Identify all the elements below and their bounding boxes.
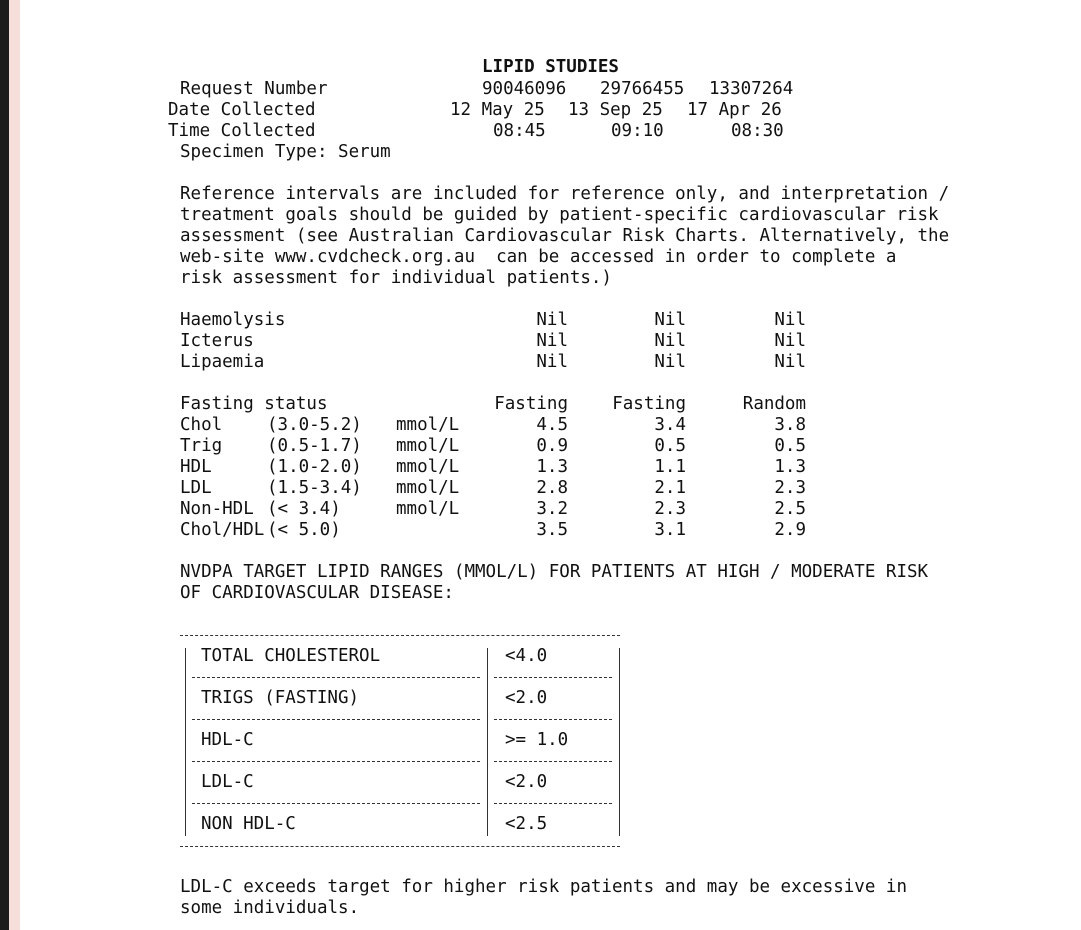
- request-number-col3: 13307264: [709, 79, 794, 99]
- left-margin-stripe: [9, 0, 20, 930]
- note-line: web-site www.cvdcheck.org.au can be accessed in order to complete a: [180, 247, 897, 267]
- date-collected-col2: 13 Sep 25: [568, 100, 663, 120]
- result-value: 2.8: [536, 478, 568, 498]
- result-range: (0.5-1.7): [267, 436, 362, 456]
- fasting-status-value: Fasting: [612, 394, 686, 414]
- specimen-type: Specimen Type: Serum: [180, 142, 391, 162]
- result-name: Trig: [180, 436, 223, 456]
- result-value: 2.3: [654, 499, 686, 519]
- quality-value: Nil: [774, 352, 806, 372]
- date-collected-col1: 12 May 25: [450, 100, 545, 120]
- target-name: LDL-C: [201, 772, 254, 792]
- footer-comment: some individuals.: [180, 898, 360, 918]
- note-line: risk assessment for individual patients.): [180, 268, 612, 288]
- row-separator: [494, 803, 612, 804]
- fasting-status-value: Fasting: [494, 394, 568, 414]
- quality-value: Nil: [654, 310, 686, 330]
- result-value: 3.8: [774, 415, 806, 435]
- result-value: 3.1: [654, 520, 686, 540]
- result-range: (< 3.4): [267, 499, 341, 519]
- result-value: 1.3: [774, 457, 806, 477]
- quality-name: Lipaemia: [180, 352, 265, 372]
- result-value: 3.2: [536, 499, 568, 519]
- result-range: (1.5-3.4): [267, 478, 362, 498]
- result-name: Chol/HDL: [180, 520, 265, 540]
- target-value: <2.0: [505, 688, 548, 708]
- result-value: 0.5: [774, 436, 806, 456]
- quality-value: Nil: [774, 310, 806, 330]
- row-separator: [192, 761, 480, 762]
- quality-value: Nil: [774, 331, 806, 351]
- time-collected-col2: 09:10: [611, 121, 664, 141]
- note-line: Reference intervals are included for reference only, and interpretation /: [180, 184, 950, 204]
- target-name: HDL-C: [201, 730, 254, 750]
- result-name: HDL: [180, 457, 212, 477]
- result-name: Non-HDL: [180, 499, 254, 519]
- quality-value: Nil: [654, 331, 686, 351]
- result-unit: mmol/L: [396, 478, 460, 498]
- target-name: TRIGS (FASTING): [201, 688, 360, 708]
- row-separator: [494, 677, 612, 678]
- row-separator: [494, 719, 612, 720]
- targets-heading: NVDPA TARGET LIPID RANGES (MMOL/L) FOR PATIENTS AT HIGH / MODERATE RISK: [180, 562, 929, 582]
- time-collected-col1: 08:45: [493, 121, 546, 141]
- left-edge-bar: [0, 0, 9, 930]
- result-value: 2.5: [774, 499, 806, 519]
- target-name: TOTAL CHOLESTEROL: [201, 646, 381, 666]
- request-number-col1: 90046096: [482, 79, 567, 99]
- target-value: <2.0: [505, 772, 548, 792]
- table-right-border: [619, 648, 620, 836]
- row-separator: [192, 719, 480, 720]
- result-value: 2.1: [654, 478, 686, 498]
- date-collected-label: Date Collected: [168, 100, 316, 120]
- table-left-border: [185, 648, 186, 836]
- result-name: LDL: [180, 478, 212, 498]
- date-collected-col3: 17 Apr 26: [687, 100, 782, 120]
- result-value: 3.5: [536, 520, 568, 540]
- result-range: (3.0-5.2): [267, 415, 362, 435]
- row-separator: [192, 677, 480, 678]
- targets-heading: OF CARDIOVASCULAR DISEASE:: [180, 583, 454, 603]
- quality-value: Nil: [654, 352, 686, 372]
- fasting-status-label: Fasting status: [180, 394, 328, 414]
- target-name: NON HDL-C: [201, 814, 296, 834]
- result-value: 2.9: [774, 520, 806, 540]
- target-value: <4.0: [505, 646, 548, 666]
- table-top-rule: [180, 635, 620, 636]
- quality-name: Icterus: [180, 331, 254, 351]
- table-bottom-rule: [180, 846, 620, 847]
- report-title: LIPID STUDIES: [482, 57, 619, 77]
- quality-value: Nil: [536, 331, 568, 351]
- result-value: 3.4: [654, 415, 686, 435]
- target-value: >= 1.0: [505, 730, 569, 750]
- result-value: 2.3: [774, 478, 806, 498]
- target-value: <2.5: [505, 814, 548, 834]
- result-value: 1.3: [536, 457, 568, 477]
- quality-name: Haemolysis: [180, 310, 286, 330]
- time-collected-col3: 08:30: [731, 121, 784, 141]
- request-number-label: Request Number: [180, 79, 328, 99]
- quality-value: Nil: [536, 352, 568, 372]
- result-value: 0.5: [654, 436, 686, 456]
- result-unit: mmol/L: [396, 436, 460, 456]
- fasting-status-value: Random: [742, 394, 806, 414]
- note-line: assessment (see Australian Cardiovascular Risk Charts. Alternatively, the: [180, 226, 950, 246]
- quality-value: Nil: [536, 310, 568, 330]
- result-unit: mmol/L: [396, 499, 460, 519]
- note-line: treatment goals should be guided by patient-specific cardiovascular risk: [180, 205, 939, 225]
- result-unit: mmol/L: [396, 457, 460, 477]
- result-value: 0.9: [536, 436, 568, 456]
- request-number-col2: 29766455: [600, 79, 685, 99]
- row-separator: [192, 803, 480, 804]
- result-name: Chol: [180, 415, 223, 435]
- table-middle-border: [487, 648, 488, 836]
- result-unit: mmol/L: [396, 415, 460, 435]
- time-collected-label: Time Collected: [168, 121, 316, 141]
- result-value: 4.5: [536, 415, 568, 435]
- row-separator: [494, 761, 612, 762]
- footer-comment: LDL-C exceeds target for higher risk patients and may be excessive in: [180, 877, 907, 897]
- result-range: (< 5.0): [267, 520, 341, 540]
- result-range: (1.0-2.0): [267, 457, 362, 477]
- result-value: 1.1: [654, 457, 686, 477]
